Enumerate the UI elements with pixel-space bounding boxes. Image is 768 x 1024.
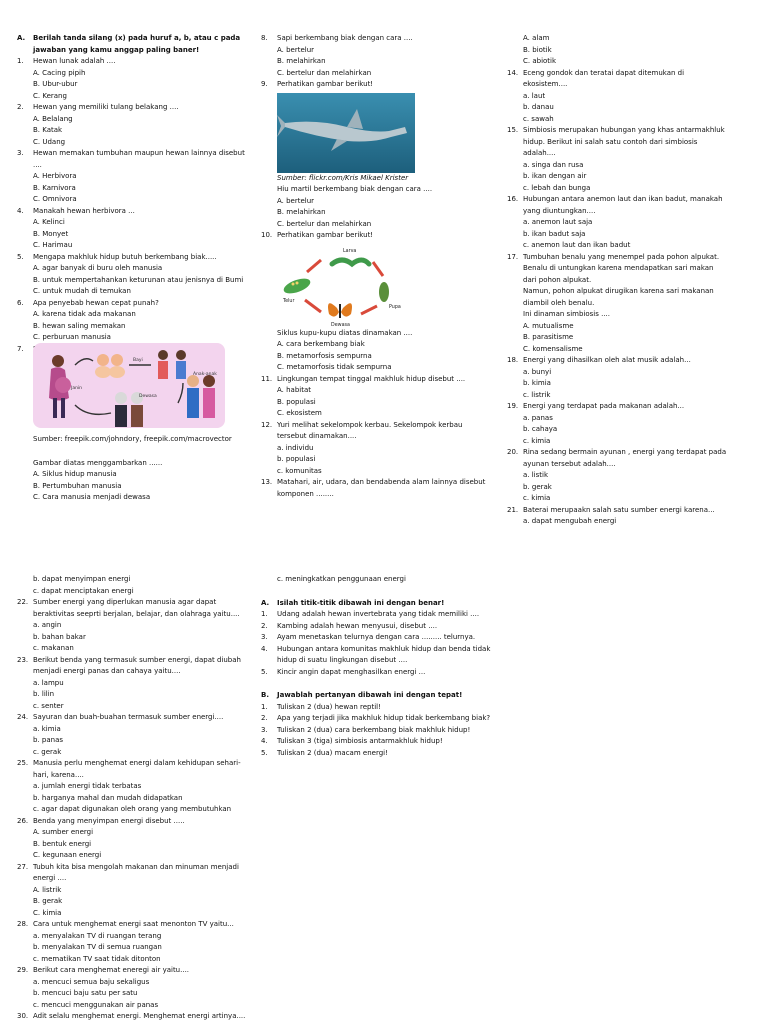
q7-option: C. Cara manusia menjadi dewasa	[33, 493, 151, 501]
essay-section	[261, 690, 491, 759]
answer-option: A. Kelinci	[33, 218, 65, 226]
q30-option-c: c. meningkatkan penggunaan energi	[277, 575, 406, 583]
question-number: 1.	[261, 610, 268, 618]
question-item	[17, 298, 252, 310]
question-item	[17, 252, 252, 264]
question-item	[261, 621, 491, 633]
answer-option: b. harganya mahal dan mudah didapatkan	[33, 793, 183, 802]
question-number: 4.	[261, 737, 268, 745]
question-text: Yuri melihat sekelompok kerbau. Sekelompok kerbau tersebut dinamakan....	[277, 420, 463, 440]
answer-option: b. populasi	[277, 455, 316, 463]
answer-option: b. panas	[33, 736, 63, 744]
q10-label-telur: Telur	[283, 298, 295, 304]
question-number: 6.	[17, 298, 24, 307]
bottom-column-2	[261, 574, 491, 759]
question-number: 28.	[17, 920, 29, 928]
answer-option: B. untuk mempertahankan keturunan atau jenisnya di Bumi	[33, 275, 244, 284]
question-item	[507, 447, 729, 470]
answer-option: a. mencuci semua baju sekaligus	[33, 977, 150, 986]
question-text: Hewan yang memiliki tulang belakang ....	[33, 103, 179, 111]
question-item	[261, 598, 491, 610]
question-text: Tubuh kita bisa mengolah makanan dan minuman menjadi energi ....	[33, 862, 239, 882]
answer-option: b. dapat menyimpan energi	[33, 575, 131, 583]
answer-option: a. listik	[523, 471, 549, 479]
question-text: Energi yang dihasilkan oleh alat musik adalah...	[523, 356, 691, 364]
question-text: Sumber energi yang diperlukan manusia agar dapat beraktivitas seeprti berjalan, belajar, dan olahraga yaitu....	[33, 598, 240, 618]
answer-option: C. Kerang	[33, 91, 67, 100]
answer-option: A. listrik	[33, 885, 62, 894]
answer-option: a. lampu	[33, 678, 64, 687]
question-item	[17, 597, 252, 620]
question-number: 5.	[17, 252, 24, 261]
question-text: Berilah tanda silang (x) pada huruf a, b, atau c pada jawaban yang kamu anggap paling baner!	[33, 34, 241, 54]
answer-option: c. kimia	[523, 436, 551, 445]
question-number: 14.	[507, 68, 519, 77]
answer-option: a. bunyi	[523, 367, 552, 376]
question-item	[261, 420, 491, 443]
answer-option: b. menyalakan TV di semua ruangan	[33, 943, 162, 951]
question-text: Adit selalu menghemat energi. Menghemat energi artinya....	[33, 1012, 246, 1020]
question-text-continued: Ini dinaman simbiosis ....	[523, 310, 611, 318]
answer-option: c. makanan	[33, 644, 74, 652]
answer-option: A. habitat	[277, 386, 312, 394]
question-item	[507, 505, 729, 517]
question-item	[17, 33, 252, 56]
answer-option: b. lilin	[33, 690, 55, 698]
answer-option: B. bentuk energi	[33, 839, 92, 848]
answer-option: b. cahaya	[523, 425, 558, 433]
answer-option: A. mutualisme	[523, 321, 574, 330]
answer-option: B. biotik	[523, 45, 552, 54]
answer-option: c. listrik	[523, 390, 551, 399]
question-number: A.	[261, 598, 270, 607]
answer-option: C. untuk mudah di temukan	[33, 287, 131, 295]
answer-option: a. singa dan rusa	[523, 160, 584, 169]
question-text: Perhatikan gambar berikut!	[277, 80, 374, 88]
question-item	[507, 401, 729, 413]
question-text: Kincir angin dapat menghasilkan energi ...	[277, 667, 426, 676]
top-column-1	[17, 33, 252, 355]
question-number: 15.	[507, 126, 519, 134]
q7-label-janin: Janin	[71, 386, 83, 391]
answer-option: c. komunitas	[277, 466, 322, 475]
question-number: 24.	[17, 713, 29, 721]
q10-label-pupa: Pupa	[389, 304, 401, 310]
answer-option: A. Belalang	[33, 114, 73, 123]
question-text: Cara untuk menghemat energi saat menonton TV yaitu...	[33, 920, 234, 928]
question-text: Manakah hewan herbivora ...	[33, 206, 135, 215]
question-text: Tuliskan 2 (dua) cara berkembang biak makhluk hidup!	[277, 725, 471, 734]
q10-option: B. metamorfosis sempurna	[277, 351, 372, 360]
question-7-block	[17, 343, 252, 504]
answer-option: c. anemon laut dan ikan badut	[523, 241, 631, 249]
question-number: 18.	[507, 356, 519, 364]
answer-option: B. melahirkan	[277, 57, 326, 65]
question-number: 21.	[507, 505, 519, 514]
answer-option: B. hewan saling memakan	[33, 321, 126, 330]
question-text: Sapi berkembang biak dengan cara ....	[277, 34, 413, 42]
answer-option: a. panas	[523, 413, 553, 422]
q10-stem: Siklus kupu-kupu diatas dinamakan ....	[277, 328, 413, 337]
question-item	[507, 355, 729, 367]
answer-option: b. ikan dengan air	[523, 172, 587, 180]
question-number: 26.	[17, 816, 29, 825]
question-text: Lingkungan tempat tinggal makhluk hidup disebut ....	[277, 374, 466, 383]
q9-option: B. melahirkan	[277, 208, 326, 216]
answer-option: a. menyalakan TV di ruangan terang	[33, 931, 162, 940]
question-text: Hubungan antara anemon laut dan ikan badut, manakah yang diuntungkan....	[523, 195, 723, 215]
question-number: 8.	[261, 34, 268, 42]
question-item	[261, 736, 491, 748]
answer-option: A. Herbivora	[33, 172, 77, 180]
answer-option: c. senter	[33, 701, 64, 710]
q10-text: Perhatikan gambar berikut!	[277, 231, 374, 239]
question-item	[17, 758, 252, 781]
question-item	[17, 816, 252, 828]
q7-label-anak: Anak-anak	[193, 372, 217, 377]
question-item	[261, 609, 491, 621]
question-text: Ayam menetaskan telurnya dengan cara ......... telurnya.	[277, 633, 476, 641]
q7-option: A. Siklus hidup manusia	[33, 470, 117, 478]
question-item	[507, 125, 729, 160]
question-number: 17.	[507, 252, 519, 261]
question-text: Rina sedang bermain ayunan , energi yang terdapat pada ayunan tersebut adalah....	[523, 448, 727, 468]
question-number: 13.	[261, 478, 273, 486]
question-number: 1.	[17, 57, 24, 65]
answer-option: B. Ubur-ubur	[33, 80, 78, 88]
question-item	[17, 965, 252, 977]
question-number: B.	[261, 691, 269, 699]
question-text: Jawablah pertanyan dibawah ini dengan tepat!	[277, 691, 463, 699]
top-column-3	[507, 33, 729, 528]
answer-option: C. komensalisme	[523, 344, 583, 353]
answer-option: B. Katak	[33, 126, 63, 134]
human-life-cycle-image	[33, 343, 225, 428]
answer-option: B. Monyet	[33, 229, 69, 238]
question-number: 20.	[507, 448, 519, 456]
question-number: 12.	[261, 420, 273, 429]
question-text: Baterai merupaakn salah satu sumber energi karena...	[523, 505, 715, 514]
answer-option: a. angin	[33, 621, 62, 629]
question-number: 4.	[261, 644, 268, 653]
question-text: Tumbuhan benalu yang menempel pada pohon alpukat. Benalu di untungkan karena mendapatkan sari makan dari pohon alpukat.	[523, 252, 720, 284]
answer-option: B. Karnivora	[33, 183, 76, 192]
question-text: Hubungan antara komunitas makhluk hidup dan benda tidak hidup di suatu lingkungan disebut ....	[277, 644, 491, 664]
answer-option: b. mencuci baju satu per satu	[33, 989, 138, 997]
answer-option: C. bertelur dan melahirkan	[277, 68, 372, 77]
question-text: Tuliskan 2 (dua) hewan reptil!	[277, 702, 381, 711]
question-item	[17, 712, 252, 724]
q7-stem: Gambar diatas menggambarkan ......	[33, 458, 163, 467]
question-text: Mengapa makhluk hidup butuh berkembang biak.....	[33, 252, 217, 261]
question-number: 2.	[261, 714, 268, 722]
question-text: Tuliskan 3 (tiga) simbiosis antarmakhluk hidup!	[277, 737, 443, 745]
answer-option: c. mencuci menggunakan air panas	[33, 1000, 159, 1009]
question-item	[261, 79, 491, 91]
answer-option: C. kimia	[33, 908, 62, 917]
bottom-column-1	[17, 574, 252, 1023]
answer-option: A. Cacing pipih	[33, 68, 86, 77]
question-item	[261, 713, 491, 725]
question-number: 2.	[261, 621, 268, 630]
question-text: Isilah titik-titik dibawah ini dengan benar!	[277, 598, 445, 607]
q7-label-bayi: Bayi	[133, 358, 143, 363]
question-text: Hewan memakan tumbuhan maupun hewan lainnya disebut ....	[33, 149, 245, 169]
question-item	[507, 194, 729, 217]
answer-option: C. ekosistem	[277, 409, 322, 417]
question-text: Benda yang menyimpan energi disebut .....	[33, 816, 185, 825]
question-number: 2.	[17, 103, 24, 111]
question-number: 22.	[17, 598, 29, 606]
answer-option: B. populasi	[277, 397, 316, 406]
question-text: Manusia perlu menghemat energi dalam kehidupan sehari-hari, karena....	[33, 759, 241, 779]
question-text: Apa penyebab hewan cepat punah?	[33, 298, 159, 307]
q9-stem: Hiu martil berkembang biak dengan cara ....	[277, 185, 433, 193]
q9-option: C. bertelur dan melahirkan	[277, 219, 372, 228]
question-item	[17, 56, 252, 68]
question-item	[261, 374, 491, 386]
question-number: 3.	[261, 725, 268, 734]
answer-option: a. laut	[523, 91, 546, 100]
answer-option: b. gerak	[523, 482, 552, 491]
question-text: Berikut cara menghemat eneregi air yaitu....	[33, 966, 190, 974]
question-item	[261, 690, 491, 702]
question-text: Apa yang terjadi jika makhluk hidup tidak berkembang biak?	[277, 714, 491, 722]
answer-option: c. lebah dan bunga	[523, 183, 591, 192]
question-text: Energi yang terdapat pada makanan adalah...	[523, 402, 685, 410]
q7-option: B. Pertumbuhan manusia	[33, 481, 122, 490]
butterfly-cycle-image	[277, 242, 407, 328]
question-number: 19.	[507, 402, 519, 410]
answer-option: a. anemon laut saja	[523, 218, 593, 226]
question-item	[261, 702, 491, 714]
answer-option: C. Udang	[33, 137, 66, 146]
question-item	[17, 1011, 252, 1023]
question-number: 5.	[261, 667, 268, 676]
question-number: A.	[17, 34, 26, 42]
questions-8-9	[261, 33, 491, 91]
answer-option: c. kimia	[523, 494, 551, 502]
question-number: 1.	[261, 702, 268, 711]
question-item	[17, 655, 252, 678]
question-text: Sayuran dan buah-buahan termasuk sumber energi....	[33, 713, 224, 721]
answer-option: B. parasitisme	[523, 333, 574, 341]
answer-option: c. mematikan TV saat tidak ditonton	[33, 954, 161, 963]
answer-option: C. kegunaan energi	[33, 851, 102, 859]
q10-label-larva: Larva	[343, 248, 357, 254]
q10-option: C. metamorfosis tidak sempurna	[277, 363, 392, 371]
question-text: Udang adalah hewan invertebrata yang tidak memiliki ....	[277, 610, 480, 618]
question-item	[261, 725, 491, 737]
answer-option: a. jumlah energi tidak terbatas	[33, 782, 142, 790]
question-item	[261, 632, 491, 644]
fill-in-section	[261, 598, 491, 679]
answer-option: a. kimia	[33, 724, 61, 733]
question-item	[261, 33, 491, 45]
answer-option: c. gerak	[33, 747, 62, 756]
question-text-continued: Namun, pohon alpukat dirugikan karena sari makanan diambil oleh benalu.	[523, 287, 714, 307]
question-item	[507, 68, 729, 91]
question-text: Tuliskan 2 (dua) macam energi!	[277, 748, 388, 757]
question-item	[17, 102, 252, 114]
question-number: 3.	[17, 149, 24, 157]
question-text: Matahari, air, udara, dan bendabenda alam lainnya disebut komponen ........	[277, 478, 486, 498]
question-number: 16.	[507, 195, 519, 203]
q10-option: A. cara berkembang biak	[277, 340, 365, 348]
question-number: 3.	[261, 633, 268, 641]
answer-option: c. dapat menciptakan energi	[33, 586, 134, 595]
answer-option: C. Omnivora	[33, 195, 77, 203]
answer-option: A. agar banyak di buru oleh manusia	[33, 264, 163, 272]
answer-option: b. bahan bakar	[33, 632, 86, 641]
question-number: 25.	[17, 759, 29, 767]
q7-source: Sumber: freepik.com/johndory, freepik.com/macrovector	[33, 435, 232, 443]
q9-option: A. bertelur	[277, 196, 315, 205]
q9-source: Sumber: flickr.com/Kris Mikael Krister	[277, 173, 409, 182]
question-number: 5.	[261, 748, 268, 757]
question-text: Kambing adalah hewan menyusui, disebut ....	[277, 621, 438, 630]
answer-option: b. danau	[523, 103, 554, 111]
answer-option: c. agar dapat digunakan oleh orang yang membutuhkan	[33, 805, 232, 813]
q10-label-dewasa: Dewasa	[331, 322, 350, 328]
question-number: 27.	[17, 862, 29, 871]
q7-label-dewasa: Dewasa	[139, 394, 157, 399]
answer-option: C. abiotik	[523, 57, 557, 65]
answer-option: b. ikan badut saja	[523, 229, 586, 238]
question-number: 29.	[17, 966, 29, 974]
question-item	[507, 252, 729, 287]
hammerhead-shark-image	[277, 93, 415, 173]
answer-option: A. bertelur	[277, 45, 315, 54]
answer-option: A. alam	[523, 34, 550, 42]
question-item	[261, 667, 491, 679]
top-column-2	[261, 33, 491, 500]
question-number: 4.	[17, 206, 24, 215]
answer-option: c. sawah	[523, 114, 554, 123]
answer-option: a. individu	[277, 443, 314, 452]
question-text: Hewan lunak adalah ....	[33, 57, 116, 65]
question-number: 23.	[17, 655, 29, 664]
q10-number: 10.	[261, 231, 273, 239]
question-number: 9.	[261, 80, 268, 88]
question-item	[17, 148, 252, 171]
answer-option: A. sumber energi	[33, 828, 94, 836]
question-text: Eceng gondok dan teratai dapat ditemukan di ekosistem....	[523, 68, 685, 88]
question-item	[17, 862, 252, 885]
answer-option: A. karena tidak ada makanan	[33, 310, 136, 318]
answer-option: C. perburuan manusia	[33, 333, 111, 341]
question-text: Simbiosis merupakan hubungan yang khas antarmakhluk hidup. Berikut ini salah satu contoh dari simbiosis adalah....	[523, 126, 725, 157]
question-item	[261, 748, 491, 760]
questions-11-13	[261, 374, 491, 501]
question-number: 7.	[17, 344, 24, 353]
answer-option: a. dapat mengubah energi	[523, 517, 617, 525]
answer-option: B. gerak	[33, 897, 63, 905]
answer-option: b. kimia	[523, 379, 551, 387]
question-text: Berikut benda yang termasuk sumber energi, dapat diubah menjadi energi panas dan cahaya yaitu....	[33, 655, 241, 675]
question-number: 11.	[261, 374, 273, 383]
question-item	[261, 644, 491, 667]
question-item	[17, 206, 252, 218]
question-number: 30.	[17, 1012, 29, 1020]
answer-option: C. Harimau	[33, 241, 73, 249]
question-item	[261, 477, 491, 500]
question-item	[17, 919, 252, 931]
